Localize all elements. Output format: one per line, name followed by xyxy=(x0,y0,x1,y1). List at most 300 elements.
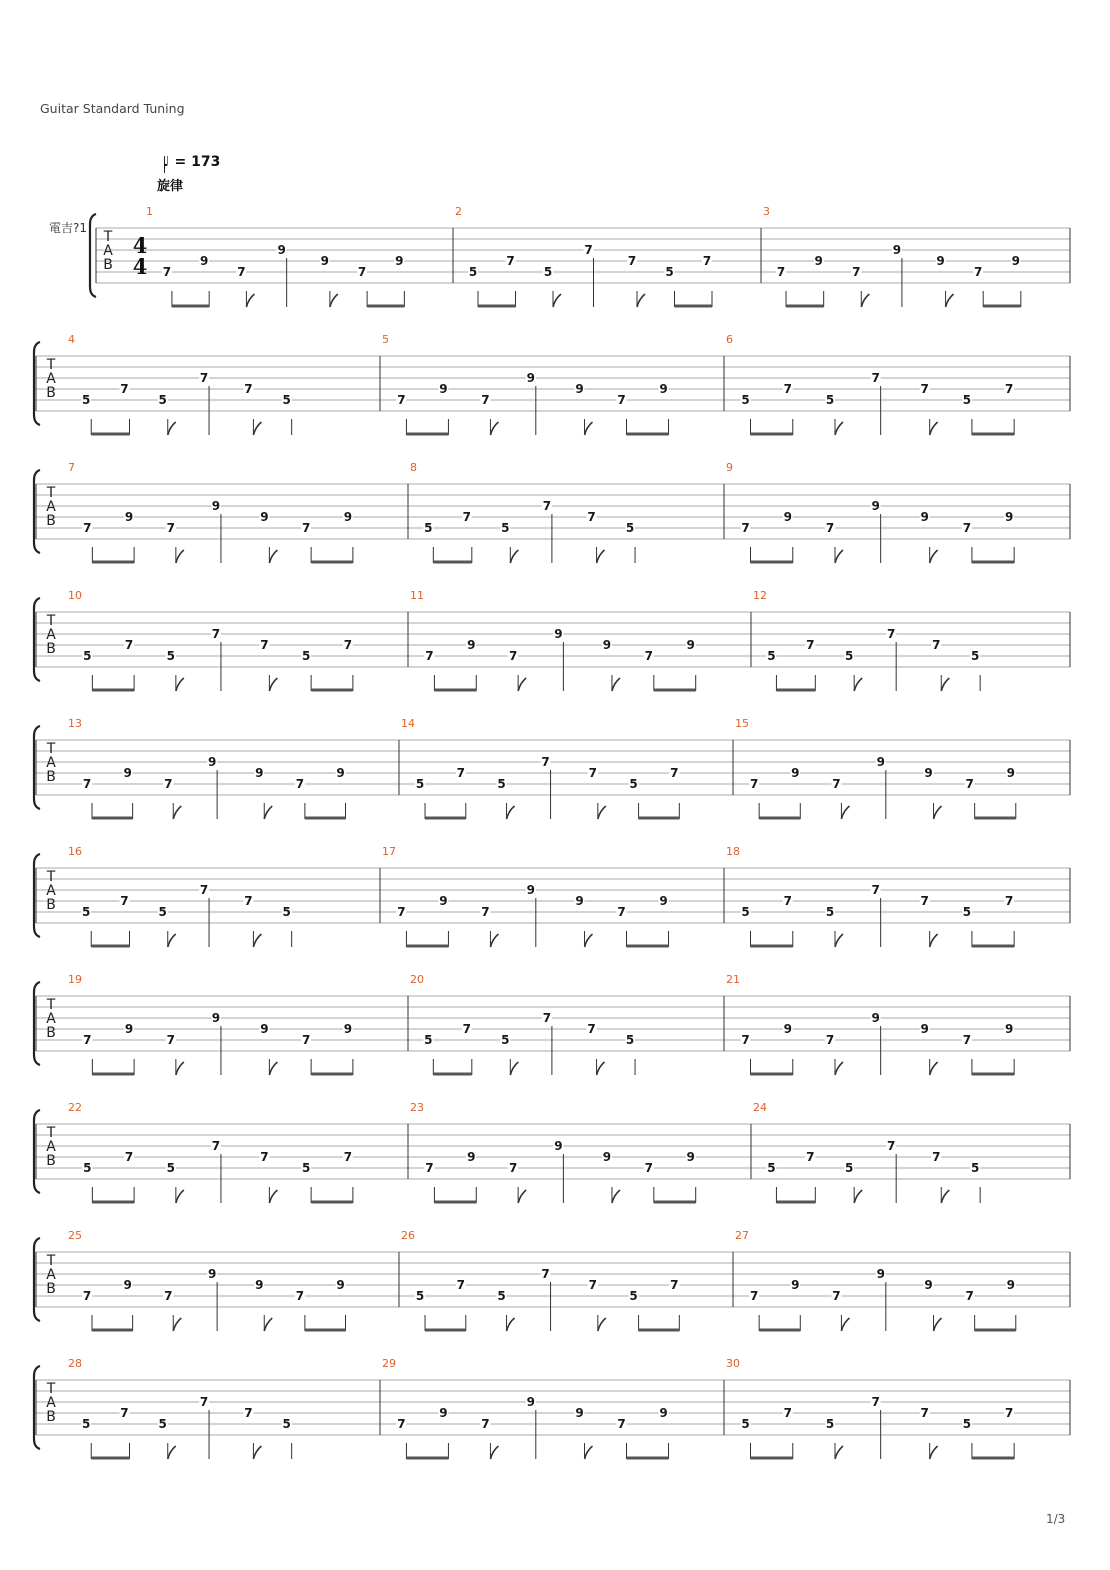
tab-clef-letter: B xyxy=(46,513,56,529)
tab-clef-letter: T xyxy=(46,613,56,629)
fret-number: 9 xyxy=(207,1267,217,1281)
fret-number: 7 xyxy=(397,905,406,919)
note-flag xyxy=(269,678,277,691)
fret-number: 9 xyxy=(336,1278,345,1292)
note-flag xyxy=(518,1190,526,1203)
fret-number: 9 xyxy=(554,627,563,641)
note-flag xyxy=(861,294,869,307)
fret-number: 9 xyxy=(659,382,668,396)
fret-number: 7 xyxy=(542,499,552,513)
measure-number: 26 xyxy=(401,1229,415,1242)
note-flag xyxy=(490,934,498,947)
fret-number: 9 xyxy=(602,1150,612,1164)
fret-number: 7 xyxy=(588,1278,597,1292)
note-flag xyxy=(264,1318,272,1331)
fret-number: 9 xyxy=(791,766,800,780)
fret-number: 7 xyxy=(120,894,129,908)
note-flag xyxy=(176,1062,184,1075)
fret-number: 7 xyxy=(806,638,815,652)
fret-number: 7 xyxy=(886,1139,896,1153)
fret-number: 7 xyxy=(343,638,353,652)
fret-number: 9 xyxy=(124,510,134,524)
measure-number: 19 xyxy=(68,973,82,986)
note-flag xyxy=(854,1190,862,1203)
fret-number: 9 xyxy=(467,1150,476,1164)
fret-number: 9 xyxy=(526,883,535,897)
tab-clef-letter: T xyxy=(46,485,56,501)
tab-clef-letter: T xyxy=(46,1253,56,1269)
fret-number: 9 xyxy=(211,499,221,513)
measure-number: 2 xyxy=(455,205,462,218)
fret-number: 9 xyxy=(575,1406,584,1420)
fret-number: 5 xyxy=(282,905,291,919)
note-flag xyxy=(168,934,176,947)
fret-number: 7 xyxy=(806,1150,815,1164)
fret-number: 5 xyxy=(468,265,478,279)
fret-number: 7 xyxy=(124,638,134,652)
system-bracket xyxy=(34,470,40,553)
fret-number: 7 xyxy=(670,1278,679,1292)
fret-number: 5 xyxy=(158,1417,167,1431)
fret-number: 7 xyxy=(456,766,465,780)
note-flag xyxy=(168,1446,176,1459)
fret-number: 9 xyxy=(199,254,209,268)
fret-number: 7 xyxy=(871,371,880,385)
fret-number: 9 xyxy=(871,499,880,513)
fret-number: 9 xyxy=(255,766,264,780)
tab-clef-letter: A xyxy=(46,1011,56,1027)
fret-number: 7 xyxy=(199,371,209,385)
fret-number: 5 xyxy=(845,1161,854,1175)
note-flag xyxy=(585,934,593,947)
fret-number: 5 xyxy=(543,265,553,279)
fret-number: 7 xyxy=(832,777,841,791)
note-flag xyxy=(835,550,843,563)
fret-number: 5 xyxy=(282,1417,291,1431)
fret-number: 5 xyxy=(301,649,311,663)
fret-number: 5 xyxy=(825,905,835,919)
note-flag xyxy=(930,934,938,947)
fret-number: 7 xyxy=(425,1161,434,1175)
note-flag xyxy=(930,550,938,563)
fret-number: 5 xyxy=(825,1417,835,1431)
note-flag xyxy=(330,294,338,307)
fret-number: 7 xyxy=(82,777,92,791)
fret-number: 9 xyxy=(526,1395,535,1409)
tab-clef-letter: T xyxy=(46,1381,56,1397)
fret-number: 9 xyxy=(207,755,217,769)
fret-number: 7 xyxy=(965,1289,974,1303)
fret-number: 7 xyxy=(481,1417,490,1431)
note-flag xyxy=(553,294,561,307)
tab-clef-letter: T xyxy=(46,357,56,373)
fret-number: 7 xyxy=(783,382,792,396)
measure-number: 11 xyxy=(410,589,424,602)
fret-number: 5 xyxy=(497,1289,506,1303)
fret-number: 7 xyxy=(462,510,471,524)
fret-number: 9 xyxy=(814,254,823,268)
note-flag xyxy=(835,934,843,947)
fret-number: 9 xyxy=(924,766,933,780)
fret-number: 7 xyxy=(832,1289,841,1303)
fret-number: 9 xyxy=(1006,766,1015,780)
fret-number: 7 xyxy=(260,638,269,652)
fret-number: 9 xyxy=(871,1011,880,1025)
note-flag xyxy=(585,1446,593,1459)
note-flag xyxy=(854,678,862,691)
fret-number: 7 xyxy=(541,755,550,769)
fret-number: 9 xyxy=(343,1022,353,1036)
fret-number: 9 xyxy=(395,254,404,268)
measure-number: 17 xyxy=(382,845,396,858)
fret-number: 5 xyxy=(82,1417,91,1431)
tab-clef-letter: B xyxy=(46,1409,56,1425)
fret-number: 7 xyxy=(584,243,593,257)
tab-clef-letter: A xyxy=(46,499,56,515)
fret-number: 7 xyxy=(871,883,880,897)
tempo-value: = 173 xyxy=(174,154,221,170)
fret-number: 7 xyxy=(932,638,941,652)
measure-number: 9 xyxy=(726,461,733,474)
fret-number: 9 xyxy=(575,894,584,908)
system-bracket xyxy=(34,1110,40,1193)
measure-number: 16 xyxy=(68,845,82,858)
fret-number: 7 xyxy=(301,1033,311,1047)
fret-number: 7 xyxy=(783,894,792,908)
tab-clef-letter: B xyxy=(46,1281,56,1297)
fret-number: 7 xyxy=(825,1033,835,1047)
fret-number: 5 xyxy=(424,521,433,535)
tab-clef-letter: T xyxy=(103,229,113,245)
fret-number: 5 xyxy=(158,393,167,407)
note-flag xyxy=(176,678,184,691)
fret-number: 7 xyxy=(741,521,750,535)
fret-number: 9 xyxy=(439,1406,448,1420)
fret-number: 7 xyxy=(508,649,518,663)
note-flag xyxy=(490,422,498,435)
fret-number: 7 xyxy=(199,1395,209,1409)
fret-number: 7 xyxy=(588,766,597,780)
note-flag xyxy=(598,1318,606,1331)
fret-number: 5 xyxy=(625,521,635,535)
fret-number: 7 xyxy=(617,393,626,407)
note-flag xyxy=(597,1062,605,1075)
fret-number: 9 xyxy=(260,510,269,524)
fret-number: 5 xyxy=(301,1161,311,1175)
fret-number: 7 xyxy=(587,510,596,524)
track-name: 電吉?1 xyxy=(49,221,88,235)
fret-number: 5 xyxy=(497,777,506,791)
fret-number: 5 xyxy=(415,1289,425,1303)
note-flag xyxy=(507,1318,515,1331)
fret-number: 7 xyxy=(211,1139,221,1153)
note-flag xyxy=(841,1318,849,1331)
fret-number: 7 xyxy=(617,905,626,919)
fret-number: 7 xyxy=(776,265,786,279)
fret-number: 7 xyxy=(120,382,129,396)
measure-number: 15 xyxy=(735,717,749,730)
note-flag xyxy=(510,1062,518,1075)
measure-number: 14 xyxy=(401,717,415,730)
system-bracket xyxy=(34,342,40,425)
fret-number: 7 xyxy=(164,1289,173,1303)
note-flag xyxy=(941,1190,949,1203)
fret-number: 9 xyxy=(467,638,476,652)
measure-number: 21 xyxy=(726,973,740,986)
fret-number: 5 xyxy=(825,393,835,407)
measure-number: 3 xyxy=(763,205,770,218)
fret-number: 7 xyxy=(162,265,172,279)
note-flag xyxy=(934,806,942,819)
fret-number: 7 xyxy=(627,254,637,268)
note-flag xyxy=(246,294,254,307)
fret-number: 7 xyxy=(357,265,367,279)
fret-number: 7 xyxy=(825,521,835,535)
fret-number: 5 xyxy=(158,905,167,919)
note-flag xyxy=(930,422,938,435)
tab-clef-letter: A xyxy=(46,1395,56,1411)
fret-number: 5 xyxy=(741,1417,750,1431)
tab-clef-letter: T xyxy=(46,869,56,885)
note-flag xyxy=(946,294,954,307)
fret-number: 5 xyxy=(665,265,674,279)
fret-number: 5 xyxy=(282,393,291,407)
measure-number: 4 xyxy=(68,333,75,346)
fret-number: 7 xyxy=(1004,382,1014,396)
measure-number: 12 xyxy=(753,589,767,602)
measure-number: 27 xyxy=(735,1229,749,1242)
note-flag xyxy=(930,1062,938,1075)
fret-number: 9 xyxy=(320,254,330,268)
tab-clef-letter: A xyxy=(103,243,113,259)
fret-number: 7 xyxy=(295,777,305,791)
fret-number: 7 xyxy=(164,777,173,791)
fret-number: 9 xyxy=(439,894,448,908)
tab-clef-letter: A xyxy=(46,883,56,899)
tab-clef-letter: T xyxy=(46,997,56,1013)
tab-clef-letter: T xyxy=(46,1125,56,1141)
fret-number: 9 xyxy=(439,382,448,396)
fret-number: 7 xyxy=(670,766,679,780)
tab-clef-letter: B xyxy=(46,641,56,657)
note-flag xyxy=(173,1318,181,1331)
fret-number: 7 xyxy=(617,1417,626,1431)
fret-number: 9 xyxy=(876,755,886,769)
fret-number: 9 xyxy=(554,1139,563,1153)
fret-number: 7 xyxy=(211,627,221,641)
time-signature-denominator: 4 xyxy=(132,254,148,279)
note-flag xyxy=(941,678,949,691)
fret-number: 7 xyxy=(456,1278,465,1292)
fret-number: 5 xyxy=(166,1161,176,1175)
note-flag xyxy=(934,1318,942,1331)
fret-number: 7 xyxy=(343,1150,353,1164)
fret-number: 9 xyxy=(791,1278,800,1292)
note-flag xyxy=(253,1446,261,1459)
fret-number: 7 xyxy=(932,1150,941,1164)
measure-number: 1 xyxy=(146,205,153,218)
fret-number: 5 xyxy=(629,777,638,791)
tab-clef-letter: A xyxy=(46,371,56,387)
note-flag xyxy=(510,550,518,563)
fret-number: 7 xyxy=(741,1033,750,1047)
fret-number: 5 xyxy=(415,777,425,791)
tab-clef-letter: A xyxy=(46,1267,56,1283)
fret-number: 9 xyxy=(876,1267,886,1281)
note-flag xyxy=(637,294,645,307)
tab-clef-letter: A xyxy=(46,755,56,771)
note-flag xyxy=(835,422,843,435)
note-flag xyxy=(835,1062,843,1075)
fret-number: 9 xyxy=(1011,254,1020,268)
fret-number: 7 xyxy=(506,254,515,268)
fret-number: 5 xyxy=(767,1161,776,1175)
measure-number: 7 xyxy=(68,461,75,474)
fret-number: 9 xyxy=(936,254,945,268)
fret-number: 9 xyxy=(686,638,695,652)
measure-number: 30 xyxy=(726,1357,740,1370)
fret-number: 7 xyxy=(920,894,929,908)
fret-number: 9 xyxy=(343,510,353,524)
note-flag xyxy=(612,678,620,691)
section-label: 旋律 xyxy=(157,179,184,194)
fret-number: 7 xyxy=(82,1289,92,1303)
system-bracket xyxy=(34,598,40,681)
note-flag xyxy=(264,806,272,819)
fret-number: 9 xyxy=(1006,1278,1015,1292)
fret-number: 7 xyxy=(199,883,209,897)
fret-number: 7 xyxy=(301,521,311,535)
measure-number: 25 xyxy=(68,1229,82,1242)
measure-number: 24 xyxy=(753,1101,767,1114)
note-flag xyxy=(269,1062,277,1075)
tab-clef-letter: B xyxy=(46,1025,56,1041)
fret-number: 7 xyxy=(120,1406,129,1420)
fret-number: 7 xyxy=(508,1161,518,1175)
note-flag xyxy=(518,678,526,691)
system-bracket xyxy=(34,1238,40,1321)
system-bracket xyxy=(34,726,40,809)
fret-number: 7 xyxy=(962,1033,972,1047)
note-flag xyxy=(612,1190,620,1203)
fret-number: 5 xyxy=(962,905,972,919)
tab-clef-letter: B xyxy=(46,769,56,785)
fret-number: 9 xyxy=(1004,510,1014,524)
fret-number: 5 xyxy=(970,649,980,663)
page-number: 1/3 xyxy=(1046,1512,1066,1526)
measure-number: 6 xyxy=(726,333,733,346)
measure-number: 5 xyxy=(382,333,389,346)
time-signature-numerator: 4 xyxy=(132,233,148,258)
system-bracket xyxy=(90,214,96,297)
fret-number: 7 xyxy=(749,777,759,791)
fret-number: 7 xyxy=(83,1033,92,1047)
fret-number: 9 xyxy=(260,1022,269,1036)
measure-number: 8 xyxy=(410,461,417,474)
note-flag xyxy=(269,1190,277,1203)
note-flag xyxy=(841,806,849,819)
fret-number: 7 xyxy=(852,265,861,279)
fret-number: 7 xyxy=(871,1395,880,1409)
tab-clef-letter: B xyxy=(103,257,113,273)
fret-number: 7 xyxy=(481,393,490,407)
fret-number: 9 xyxy=(920,510,929,524)
measure-number: 13 xyxy=(68,717,82,730)
fret-number: 5 xyxy=(845,649,854,663)
tuning-label: Guitar Standard Tuning xyxy=(40,101,185,116)
note-flag xyxy=(269,550,277,563)
fret-number: 7 xyxy=(541,1267,550,1281)
fret-number: 7 xyxy=(749,1289,759,1303)
fret-number: 9 xyxy=(892,243,902,257)
fret-number: 5 xyxy=(962,393,972,407)
fret-number: 7 xyxy=(295,1289,305,1303)
fret-number: 7 xyxy=(166,1033,176,1047)
fret-number: 5 xyxy=(501,521,510,535)
note-flag xyxy=(168,422,176,435)
fret-number: 5 xyxy=(625,1033,635,1047)
fret-number: 7 xyxy=(1004,894,1014,908)
note-flag xyxy=(253,934,261,947)
fret-number: 7 xyxy=(542,1011,552,1025)
fret-number: 9 xyxy=(124,1022,134,1036)
fret-number: 5 xyxy=(424,1033,433,1047)
tempo-marking: ♩ = 173 xyxy=(163,154,221,170)
fret-number: 7 xyxy=(425,649,434,663)
tab-clef-letter: A xyxy=(46,1139,56,1155)
note-flag xyxy=(176,1190,184,1203)
fret-number: 9 xyxy=(123,766,132,780)
fret-number: 9 xyxy=(920,1022,929,1036)
fret-number: 9 xyxy=(211,1011,221,1025)
fret-number: 7 xyxy=(244,382,253,396)
fret-number: 5 xyxy=(83,649,92,663)
fret-number: 9 xyxy=(602,638,612,652)
fret-number: 9 xyxy=(255,1278,264,1292)
note-flag xyxy=(507,806,515,819)
fret-number: 7 xyxy=(166,521,176,535)
fret-number: 7 xyxy=(481,905,490,919)
tab-clef-letter: A xyxy=(46,627,56,643)
note-flag xyxy=(930,1446,938,1459)
fret-number: 9 xyxy=(783,510,792,524)
fret-number: 9 xyxy=(526,371,535,385)
fret-number: 7 xyxy=(260,1150,269,1164)
fret-number: 7 xyxy=(1004,1406,1014,1420)
fret-number: 7 xyxy=(244,1406,253,1420)
note-flag xyxy=(173,806,181,819)
note-flag xyxy=(176,550,184,563)
fret-number: 7 xyxy=(965,777,974,791)
fret-number: 7 xyxy=(397,1417,406,1431)
tab-clef-letter: T xyxy=(46,741,56,757)
fret-number: 9 xyxy=(123,1278,132,1292)
fret-number: 7 xyxy=(962,521,972,535)
fret-number: 5 xyxy=(767,649,776,663)
fret-number: 5 xyxy=(962,1417,972,1431)
fret-number: 9 xyxy=(575,382,584,396)
fret-number: 7 xyxy=(783,1406,792,1420)
fret-number: 7 xyxy=(237,265,246,279)
fret-number: 7 xyxy=(83,521,92,535)
fret-number: 7 xyxy=(462,1022,471,1036)
fret-number: 5 xyxy=(970,1161,980,1175)
fret-number: 7 xyxy=(397,393,406,407)
fret-number: 9 xyxy=(659,1406,668,1420)
fret-number: 9 xyxy=(924,1278,933,1292)
fret-number: 5 xyxy=(166,649,176,663)
note-flag xyxy=(490,1446,498,1459)
